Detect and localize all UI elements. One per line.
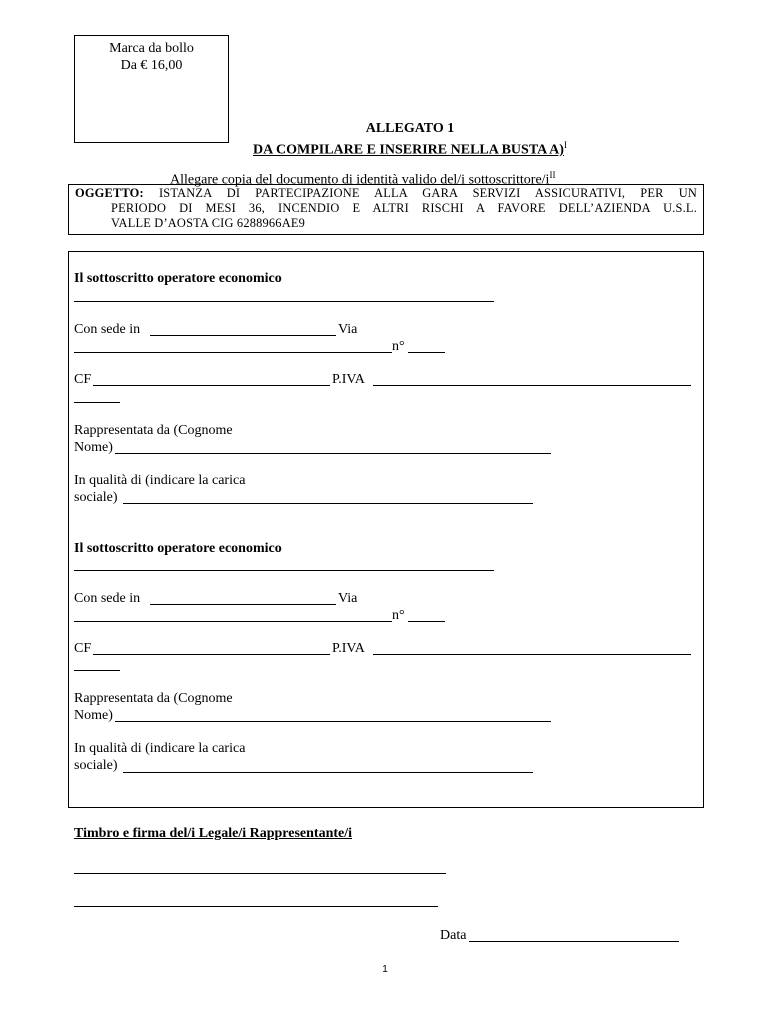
section-2-qual-label-2: sociale) [74,758,118,773]
page-number: 1 [382,964,388,975]
section-1-via-field[interactable] [74,352,392,353]
section-2-sede-field[interactable] [150,604,336,605]
section-2-sede-label: Con sede in [74,591,141,606]
document-subtitle: DA COMPILARE E INSERIRE NELLA BUSTA A)$^I$ [253,140,567,158]
section-2-name-field[interactable] [74,570,494,571]
oggetto-box [68,184,704,235]
section-2-piva-label: P.IVA [332,641,365,656]
section-1-name-field[interactable] [74,301,494,302]
section-1-sede-label: Con sede in [74,322,141,337]
document-title: ALLEGATO 1 [365,121,455,136]
section-1-num-label: n° [392,339,405,354]
oggetto-line-2: PERIODO DI MESI 36, INCENDIO E ALTRI RISCHI A FAVORE DELL’AZIENDA U.S.L. [111,201,697,215]
signature-field-1[interactable] [74,873,446,874]
attach-note: Allegare copia del documento di identità valido del/i sottoscrittore/$i^{II}$ [170,170,556,188]
section-1-piva-field[interactable] [373,385,691,386]
subtitle-footnote-mark: I [563,140,567,150]
section-2-via-label: Via [338,591,358,606]
section-2-qual-label-1: In qualità di (indicare la carica [74,741,246,756]
section-2-cf-field[interactable] [93,654,330,655]
section-1-num-field[interactable] [408,352,445,353]
section-1-cf-field[interactable] [93,385,330,386]
section-1-qual-label-2: sociale) [74,490,118,505]
section-1-rapp-label-1: Rappresentata da (Cognome [74,423,233,438]
oggetto-line-3: VALLE D’AOSTA CIG 6288966AE9 [111,216,306,230]
section-1-rapp-label-2: Nome) [74,440,113,455]
section-2-qual-field[interactable] [123,772,533,773]
section-1-rapp-field[interactable] [115,453,551,454]
section-1-heading: Il sottoscritto operatore economico [74,271,282,286]
section-2-num-field[interactable] [408,621,445,622]
oggetto-label: OGGETTO: [75,186,144,200]
section-2-rapp-field[interactable] [115,721,551,722]
section-2-piva-field-cont[interactable] [74,670,120,671]
section-2-num-label: n° [392,608,405,623]
date-field[interactable] [469,941,679,942]
attach-footnote-mark: II [549,170,556,180]
date-label: Data [440,928,467,943]
signature-field-2[interactable] [74,906,438,907]
stamp-line-1: Marca da bollo [109,41,194,56]
section-1-qual-field[interactable] [123,503,533,504]
section-2-rapp-label-1: Rappresentata da (Cognome [74,691,233,706]
section-2-rapp-label-2: Nome) [74,708,113,723]
oggetto-line-1: OGGETTO: ISTANZA DI PARTECIPAZIONE ALLA GARA SERVIZI ASSICURATIVI, PER UN [75,186,697,200]
section-1-via-label: Via [338,322,358,337]
section-2-cf-label: CF [74,641,92,656]
section-1-piva-label: P.IVA [332,372,365,387]
section-1-piva-field-cont[interactable] [74,402,120,403]
section-1-qual-label-1: In qualità di (indicare la carica [74,473,246,488]
section-1-cf-label: CF [74,372,92,387]
section-2-heading: Il sottoscritto operatore economico [74,541,282,556]
stamp-line-2: Da € 16,00 [120,58,183,73]
signature-label: Timbro e firma del/i Legale/i Rappresentante/i [74,826,353,841]
section-2-via-field[interactable] [74,621,392,622]
section-2-piva-field[interactable] [373,654,691,655]
section-1-sede-field[interactable] [150,335,336,336]
